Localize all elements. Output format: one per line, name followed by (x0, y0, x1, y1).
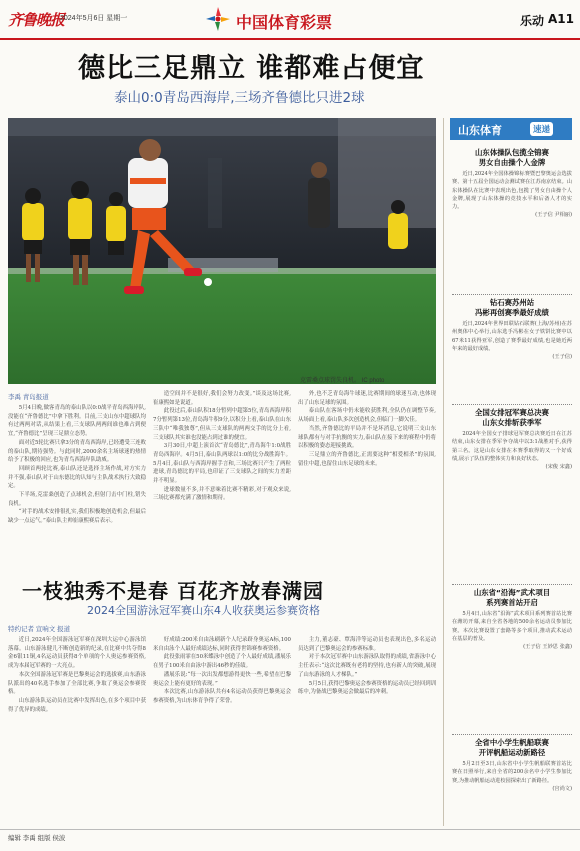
brief-signature: (王子信 尹相丽) (535, 212, 572, 219)
paragraph: 回顾首两轮比赛,泰山队还是选择主场作战,对方实力并不强,泰山队对于山东德比的认知与主队战术执行大致稳定。 (8, 465, 146, 490)
issue-date: 2024年5月6日 星期一 (60, 15, 128, 22)
page-number: A11 (548, 12, 574, 26)
lottery-title: 中国体育彩票 (236, 13, 333, 32)
editor-credits: 编辑 李禹 组版 侯波 (8, 835, 66, 842)
brief-text: 近日,2024年全国体操锦标赛暨巴黎奥运会选拔赛、第十五届全国运动会测试赛在江苏南京结束。山东体操队在比赛中表现出色,包揽了男女自由操个人金牌,展现了山东体操的竞技水平和后备人才的实力。 (452, 171, 572, 211)
paragraph: 外,也不乏青岛海牛球迷,比赛期间的球迷互动,也体现出了山东足球的氛围。 (298, 391, 436, 406)
paragraph: 进球数量不多,并不意味着比赛不精彩,对于观众来说,三场比赛都充满了激情和期待。 (153, 486, 291, 502)
paragraph: 泰山队在客场中仍未能收获胜利,全队仍在调整节奏,从场面上看,泰山队多次创造机会,但临门一脚欠佳。 (298, 408, 436, 424)
paragraph: 此役张雨霏在50米蝶泳中创造了个人最好成绩,潘展乐在男子100米自由泳中游出46秒的佳绩。 (153, 654, 291, 670)
paragraph: 5月4日晚,做客青岛的泰山队以0:0战平青岛西海岸队,没能在“齐鲁德比”中拿下胜利。目前,三支山东中超球队均有过两两对话,从结果上看,三支球队两两间谁也难占到便宜,“齐鲁德比”呈现三足鼎立态势。 (8, 405, 146, 438)
paragraph: 山东游泳队运动员在比赛中发挥出色,在多个项目中获得了优异的成绩。 (8, 697, 146, 713)
brief-headline-line2: 开评帆船运动新路径 (478, 748, 546, 757)
brief-headline-line2: 系列赛首站开启 (486, 598, 538, 607)
section-name: 乐动 (519, 14, 544, 28)
footer-divider (0, 829, 580, 830)
paragraph: 面对近5轮比赛只拿3分的青岛西海岸,已经遭受三连败的泰山队,期待强势。与此同时,2000余名主场球迷的热情给予了积极的回应,也为青鸟西海岸队助威。 (8, 439, 146, 464)
story2-byline: 特约记者 宣响文 报道 (8, 626, 71, 633)
brief-body (452, 320, 572, 400)
brief-headline-line2: 男女自由操个人金牌 (478, 158, 546, 167)
brief-text: 5月2日至3日,山东省中小学生帆船联赛首站比赛在日照举行,来自全省的200余名中小学生参加比赛,为推动帆船运动进校园探索出了新路径。 (452, 761, 572, 784)
brief-text: 5月4日,山东省“沿海”武术项目系列赛首站比赛在潍坊开幕,来自全省各地的500余名运动员参加比赛。本次比赛设置了套路等多个项目,推动武术运动在基层的普及。 (452, 611, 572, 642)
main-headline: 德比三足鼎立 谁都难占便宜 (78, 53, 425, 84)
sidebar-news-brief (443, 118, 574, 826)
story2-column-1 (8, 636, 146, 826)
paragraph: 本次全国游泳冠军赛是巴黎奥运会的选拔赛,山东游泳队派出的40名选手参加了全部比赛,争取了奥运会参赛资格。 (8, 671, 146, 696)
brief-body (452, 430, 572, 580)
paragraph: 3月30日,中超上演首次“青岛德比”,青岛海牛1:0战胜青岛西海岸。4月5日,泰山队两球以1:0的比分战胜海牛。5月4日,泰山队与西海岸握手言和,三场比赛只产生了两粒进球,青岛德比的平局,也印证了三支球队之间的实力差距并不明显。 (153, 443, 291, 485)
brief-divider (452, 294, 572, 295)
paragraph: 近日,2024年全国游泳冠军赛在深圳大运中心游泳馆落幕。山东游泳健儿不断创造新的纪录,在比赛中共夺得8金6银11铜,4名运动员获得8个单项的个人奥运参赛资格,成为本届冠军赛的一大亮点。 (8, 637, 146, 670)
brief-signature: (宋俊 宋鑫) (545, 464, 572, 471)
story1-byline: 李禹 青岛报道 (8, 394, 49, 401)
brief-headline-line1: 山东体操队包揽全锦赛 (475, 148, 549, 157)
brief-body (452, 760, 572, 824)
paragraph: 下半场,克雷桑创造了点球机会,但射门击中门柱,错失良机。 (8, 492, 146, 507)
paragraph: 潘展乐说:“每一次出发都想游得更快一些,希望在巴黎奥运会上能有更好的表现。” (153, 671, 291, 687)
paragraph: 好成绩:200米自由泳刷新个人纪录跻身奥运A标,100米自由泳个人最好成绩达标,同时获得世锦赛参赛资格。 (153, 637, 291, 652)
sports-lottery-logo-icon (204, 5, 232, 33)
brief-headline-line2: 冯彬再创赛季最好成绩 (475, 308, 549, 317)
brief-headline (452, 298, 572, 318)
brief-signature: (宫尚文) (552, 785, 572, 792)
newspaper-logo: 齐鲁晚报 (8, 11, 65, 29)
brief-body (452, 170, 572, 290)
brief-divider (452, 584, 572, 585)
paragraph: 本次比赛,山东游泳队共有4名运动员获得巴黎奥运会参赛资格,为山东体育争得了荣誉。 (153, 689, 291, 704)
story2-subheadline: 2024全国游泳冠军赛山东4人收获奥运参赛资格 (87, 604, 320, 617)
brief-divider (452, 404, 572, 405)
brief-headline-line1: 全国女排冠军赛总决赛 (475, 408, 549, 417)
brief-headline-line2: 山东女排斩获季军 (482, 418, 542, 427)
sidebar-title: 山东体育 (458, 124, 502, 137)
paragraph: 主力,董志豪、覃海洋等运动员也表现出色,多名运动员达到了巴黎奥运会的参赛标准。 (298, 637, 436, 652)
brief-signature: (王子信 王妙思 张鑫) (523, 644, 572, 651)
brief-headline (452, 148, 572, 168)
paragraph: 5月5日,获得巴黎奥运会参赛资格的运动员已经回到训练中,为备战巴黎奥运会做最后的冲刺。 (298, 680, 436, 696)
paragraph: 此役过后,泰山队积18分暂列中超第5位,青岛西海岸积7分暂列第13位,青岛海牛积9分,以积分上看,泰山队在山东三队中“唯我独尊”,但从三支球队的两两交手的比分上看,三支球队其实谁也没能占到过谁的便宜。 (153, 408, 291, 441)
story2-headline: 一枝独秀不是春 百花齐放春满园 (22, 579, 324, 603)
paragraph: “对手的战术安排很扎实,我们积极地创造机会,但最后缺少一点运气。”泰山队主帅崔康熙赛后表示。 (8, 509, 146, 525)
photo-credit: 克雷桑点球罚失良机。 IC photo (300, 378, 385, 384)
brief-signature: (王子信) (552, 354, 572, 361)
paragraph: 当然,齐鲁德比的平局并不是坏消息,它说明三支山东球队都有与对手抗衡的实力,泰山队在接下来的赛程中仍将以积极的姿态迎接挑战。 (298, 425, 436, 450)
story2-column-2 (153, 636, 291, 826)
sidebar-banner (450, 118, 572, 140)
story1-column-3 (298, 390, 436, 564)
brief-headline-line1: 全省中小学生帆船联赛 (475, 738, 549, 747)
story2-column-3 (298, 636, 436, 826)
brief-headline-line1: 钻石赛苏州站 (489, 298, 535, 307)
paragraph: 造空间并不是很好,我们会努力改变。”谈及这场比赛,崔康熙如是说道。 (153, 391, 291, 406)
paragraph: 对于本次冠军赛中山东游泳队取得的成绩,省游泳中心主任表示:“这次比赛既有老将的坚持,也有新人的突破,展现了山东游泳的人才梯队。” (298, 654, 436, 678)
match-photo (8, 118, 436, 384)
brief-headline (452, 588, 572, 608)
brief-text: 2024年全国女子排球冠军赛总决赛近日在江苏结束,山东女排在季军争夺战中以3:1战胜对手,获得第三名。这是山东女排在本赛季取得的又一个好成绩,展示了队伍的整体实力和良好状态。 (452, 431, 572, 462)
brief-divider (452, 734, 572, 735)
brief-headline (452, 738, 572, 758)
brief-headline (452, 408, 572, 428)
main-subheadline: 泰山0:0青岛西海岸,三场齐鲁德比只进2球 (114, 90, 365, 106)
brief-text: 近日,2024年世界田联钻石联赛(上海/苏州)在苏州奥体中心举行,山东选手冯彬在女子铁饼比赛中以67米11获得亚军,创造了赛季最好成绩,也是她近两年来的最好成绩。 (452, 321, 572, 352)
story1-column-1 (8, 404, 146, 564)
match-photo-image (8, 118, 436, 384)
masthead (0, 0, 580, 40)
brief-body (452, 610, 572, 730)
paragraph: 三足鼎立的齐鲁德比,正需要这种“相爱相杀”的氛围,留住中超,也留住山东足球的未来。 (298, 451, 436, 467)
sidebar-tag: 速递 (530, 122, 553, 136)
story1-column-2 (153, 390, 291, 564)
brief-headline-line1: 山东省“沿海”武术项目 (473, 588, 551, 597)
